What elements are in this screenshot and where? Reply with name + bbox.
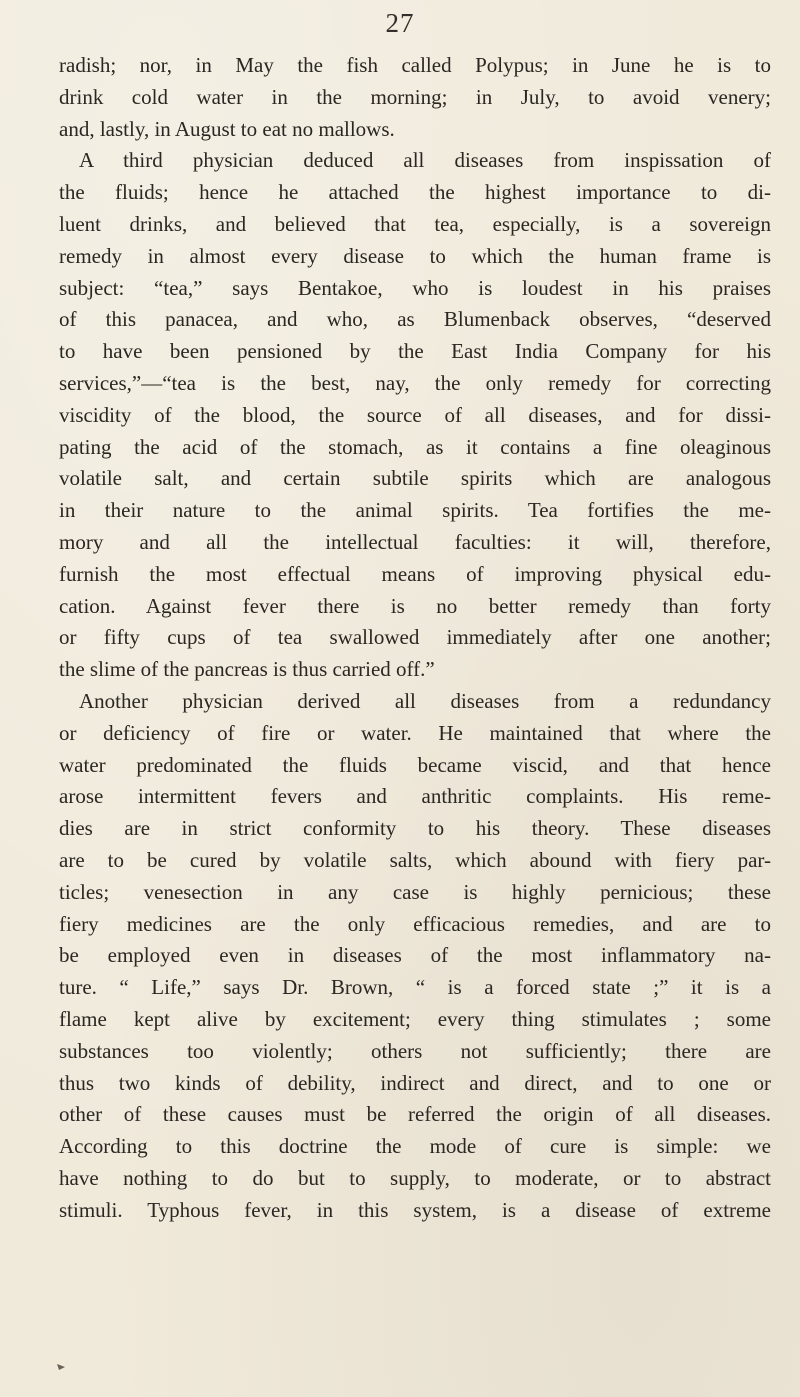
text-line: volatile salt, and certain subtile spirits which are analogous xyxy=(59,466,771,491)
text-line: A third physician deduced all diseases from inspissation of xyxy=(79,148,771,173)
text-line: viscidity of the blood, the source of all diseases, and for dissi- xyxy=(59,402,771,427)
body-text xyxy=(59,50,771,1226)
text-line: ture. “ Life,” says Dr. Brown, “ is a forced state ;” it is a xyxy=(59,975,771,1000)
text-line: the slime of the pancreas is thus carried off.” xyxy=(59,657,435,682)
text-line: drink cold water in the morning; in July, to avoid venery; xyxy=(59,84,771,109)
text-line: stimuli. Typhous fever, in this system, is a disease of extreme xyxy=(59,1197,771,1222)
text-line: or deficiency of fire or water. He maintained that where the xyxy=(59,720,771,745)
text-line: be employed even in diseases of the most inflammatory na- xyxy=(59,943,771,968)
text-line: arose intermittent fevers and anthritic complaints. His reme- xyxy=(59,784,771,809)
text-line: flame kept alive by excitement; every thing stimulates ; some xyxy=(59,1006,771,1031)
text-line: subject: “tea,” says Bentakoe, who is loudest in his praises xyxy=(59,275,771,300)
text-line: and, lastly, in August to eat no mallows. xyxy=(59,116,395,141)
text-line: have nothing to do but to supply, to moderate, or to abstract xyxy=(59,1165,771,1190)
ink-mark-icon xyxy=(57,1364,65,1370)
text-line: remedy in almost every disease to which the human frame is xyxy=(59,243,771,268)
text-line: mory and all the intellectual faculties: it will, therefore, xyxy=(59,529,771,554)
text-line: to have been pensioned by the East India Company for his xyxy=(59,339,771,364)
text-line: furnish the most effectual means of improving physical edu- xyxy=(59,561,771,586)
text-line: services,”—“tea is the best, nay, the only remedy for correcting xyxy=(59,370,771,395)
text-line: the fluids; hence he attached the highest importance to di- xyxy=(59,180,771,205)
text-line: thus two kinds of debility, indirect and direct, and to one or xyxy=(59,1070,771,1095)
text-line: radish; nor, in May the fish called Polypus; in June he is to xyxy=(59,53,771,77)
text-line: ticles; venesection in any case is highly pernicious; these xyxy=(59,879,771,904)
text-line: luent drinks, and believed that tea, especially, is a sovereign xyxy=(59,211,771,236)
text-line: substances too violently; others not sufficiently; there are xyxy=(59,1038,771,1063)
text-line: are to be cured by volatile salts, which abound with fiery par- xyxy=(59,847,771,872)
text-line: water predominated the fluids became viscid, and that hence xyxy=(59,752,771,777)
text-line: fiery medicines are the only efficacious remedies, and are to xyxy=(59,911,771,936)
text-line: other of these causes must be referred the origin of all diseases. xyxy=(59,1102,771,1127)
text-line: in their nature to the animal spirits. Tea fortifies the me- xyxy=(59,498,771,523)
text-line: Another physician derived all diseases from a redundancy xyxy=(79,688,771,713)
ink-mark xyxy=(57,1359,65,1374)
text-line: According to this doctrine the mode of cure is simple: we xyxy=(59,1134,771,1159)
text-line: cation. Against fever there is no better remedy than forty xyxy=(59,593,771,618)
page-number: 27 xyxy=(385,8,415,38)
text-line: dies are in strict conformity to his theory. These diseases xyxy=(59,816,771,841)
text-line: pating the acid of the stomach, as it contains a fine oleaginous xyxy=(59,434,771,459)
text-line: or fifty cups of tea swallowed immediately after one another; xyxy=(59,625,771,650)
text-line: of this panacea, and who, as Blumenback observes, “deserved xyxy=(59,307,771,332)
